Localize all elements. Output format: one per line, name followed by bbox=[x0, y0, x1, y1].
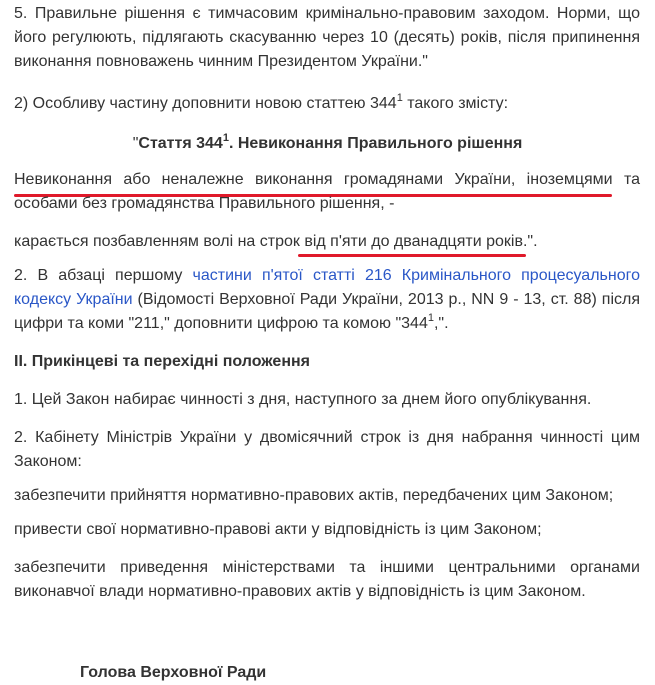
final-provision-2-text: 2. Кабінету Міністрів України у двомісячний строк із дня набрання чинності цим Законом: bbox=[14, 429, 640, 470]
article-title-start: Стаття 344 bbox=[138, 135, 223, 152]
signature-title-text: Голова Верховної Ради bbox=[80, 664, 267, 681]
article-line-1 bbox=[14, 168, 640, 192]
red-underline-2 bbox=[298, 254, 526, 257]
final-provision-1-text: 1. Цей Закон набирає чинності з дня, наступного за днем його опублікування. bbox=[14, 391, 592, 408]
final-provision-5 bbox=[14, 556, 640, 604]
final-provision-1 bbox=[14, 388, 640, 412]
article-line-2-text: особами без громадянства Правильного рішення, - bbox=[14, 195, 395, 212]
article-title-superscript: 1 bbox=[222, 132, 229, 144]
article-title-end: . Невиконання Правильного рішення bbox=[228, 135, 523, 152]
criminal-procedure-code-link[interactable]: частини п'ятої статті 216 Кримінального процесуального кодексу України bbox=[14, 267, 640, 308]
signature-title bbox=[80, 661, 480, 685]
paragraph-5 bbox=[14, 2, 640, 74]
article-title bbox=[0, 132, 655, 156]
article-sanction-text: карається позбавленням волі на строк від п'яти до дванадцяти років.". bbox=[14, 233, 538, 250]
section-2-text-start: 2. В абзаці першому bbox=[14, 267, 193, 284]
paragraph-5-text: 5. Правильне рішення є тимчасовим кримінально-правовим заходом. Норми, що його регулюють, підлягають скасуванню через 10 (десять) років, після припинення виконання повноважень чинним Президентом України." bbox=[14, 5, 640, 70]
final-provision-4 bbox=[14, 518, 640, 542]
final-provision-3-text: забезпечити прийняття нормативно-правових актів, передбачених цим Законом; bbox=[14, 487, 614, 504]
article-line-2 bbox=[14, 192, 640, 216]
final-provision-4-text: привести свої нормативно-правові акти у відповідність із цим Законом; bbox=[14, 521, 542, 538]
article-open-quote: " bbox=[132, 135, 139, 152]
section-heading bbox=[14, 350, 640, 374]
section-2-text-end: (Відомості Верховної Ради України, 2013 р., NN 9 - 13, ст. 88) після цифри та коми "211," доповнити цифрою та комою "344 bbox=[14, 291, 640, 332]
article-superscript: 1 bbox=[396, 92, 403, 104]
section-2-superscript: 1 bbox=[427, 312, 434, 324]
paragraph-2-tail: такого змісту: bbox=[402, 95, 509, 112]
article-sanction bbox=[14, 230, 640, 254]
final-provision-5-text: забезпечити приведення міністерствами та іншими центральними органами виконавчої влади нормативно-правових актів у відповідність із цим Законом. bbox=[14, 559, 640, 600]
paragraph-2-amendment bbox=[14, 92, 640, 116]
final-provision-2 bbox=[14, 426, 640, 474]
section-2-amendment bbox=[14, 264, 640, 336]
article-line-1-text: Невиконання або неналежне виконання громадянами України, іноземцями та bbox=[14, 171, 640, 188]
paragraph-2-text: 2) Особливу частину доповнити новою статтею 344 bbox=[14, 95, 397, 112]
final-provision-3 bbox=[14, 484, 640, 508]
section-2-closing: ,". bbox=[433, 315, 449, 332]
section-heading-text: II. Прикінцеві та перехідні положення bbox=[14, 353, 310, 370]
